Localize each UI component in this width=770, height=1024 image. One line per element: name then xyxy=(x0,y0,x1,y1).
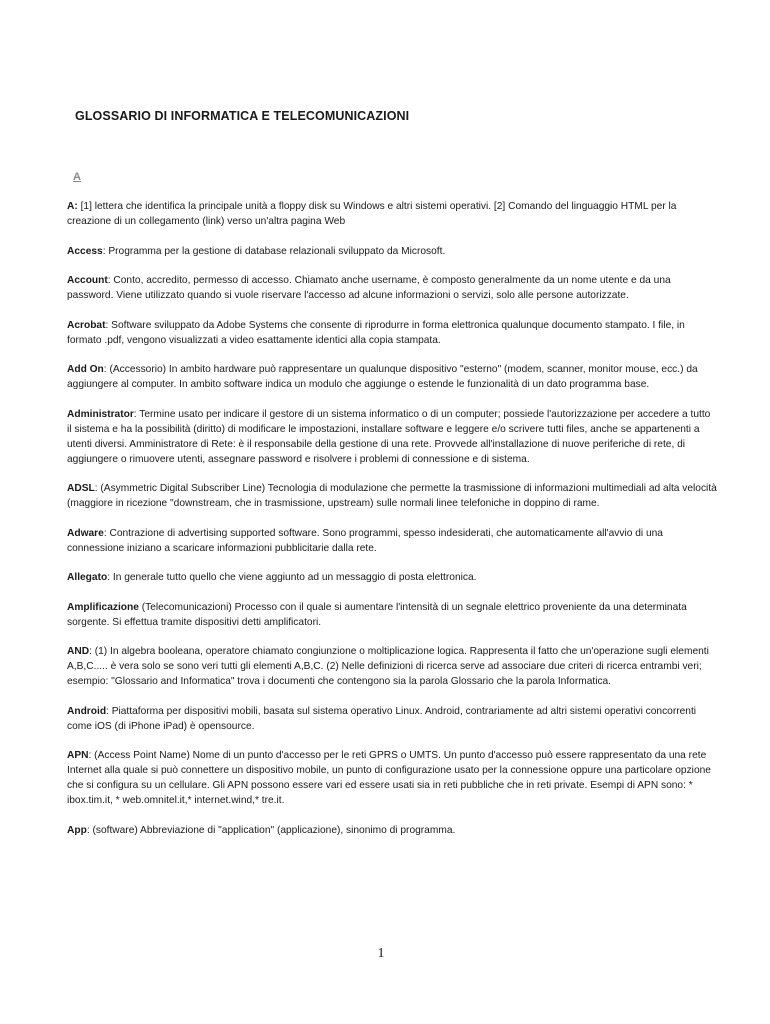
entry-term: Account xyxy=(67,275,108,286)
entry-term: Add On xyxy=(67,364,104,375)
glossary-entry-app xyxy=(67,823,717,838)
entry-definition: [1] lettera che identifica la principale unità a floppy disk su Windows e altri sistemi operativi. [2] Comando del linguaggio HTML per la creazione di un collegamento (link) verso un'altra pagina Web xyxy=(67,201,677,227)
entry-term: Allegato xyxy=(67,572,108,583)
entry-term: Administrator xyxy=(67,408,134,420)
entry-term: AND xyxy=(67,646,90,657)
entry-term: App xyxy=(67,824,87,836)
entry-term: Android xyxy=(67,705,107,717)
entry-definition: : (1) In algebra booleana, operatore chiamato congiunzione o moltiplicazione logica. Rappresenta il fatto che un'operazione sugli elementi A,B,C..... è vera solo se sono veri tutti gli elementi A,B,C. (2) Nelle definizioni di ricerca serve ad associare due criteri di ricerca entrambi veri; esempio: "Glossario and Informatica" trova i documenti che contengono sia la parola Glossario che la parola Informatica. xyxy=(67,646,709,687)
entry-definition: : (Asymmetric Digital Subscriber Line) Tecnologia di modulazione che permette la trasmissione di informazioni multimediali ad alta velocità (maggiore in ricezione "downstream, che in trasmissione, upstream) sulle normali linee telefoniche in doppino di rame. xyxy=(67,483,717,509)
glossary-entry-access xyxy=(67,244,717,259)
glossary-entry-account xyxy=(67,273,717,303)
entry-definition: : (Accessorio) In ambito hardware può rappresentare un qualunque dispositivo "esterno" (modem, scanner, monitor mouse, ecc.) da aggiungere al computer. In ambito software indica un modulo che aggiunge o estende le funzionalità di un dato programma base. xyxy=(67,364,698,390)
document-title: GLOSSARIO DI INFORMATICA E TELECOMUNICAZIONI xyxy=(75,109,410,123)
section-letter-heading: A xyxy=(73,171,81,183)
entry-definition: : Piattaforma per dispositivi mobili, basata sul sistema operativo Linux. Android, contrariamente ad altri sistemi operativi concorrenti come iOS (di iPhone iPad) è opensource. xyxy=(67,705,697,732)
entry-term: Access xyxy=(67,245,103,257)
glossary-entries xyxy=(67,199,717,852)
entry-definition: : Software sviluppato da Adobe Systems che consente di riprodurre in forma elettronica qualunque documento stampato. I file, in formato .pdf, vengono visualizzati a video esattamente identici alla copia stampata. xyxy=(67,319,685,346)
glossary-entry-adsl xyxy=(67,481,717,511)
entry-term: Acrobat xyxy=(67,319,106,331)
glossary-entry-administrator xyxy=(67,407,717,467)
entry-term: APN xyxy=(67,750,89,761)
entry-definition: : In generale tutto quello che viene aggiunto ad un messaggio di posta elettronica. xyxy=(107,572,477,583)
entry-definition: (Telecomunicazioni) Processo con il quale si aumentare l'intensità di un segnale elettrico proveniente da una determinata sorgente. Si effettua tramite dispositivi detti amplificatori. xyxy=(67,601,687,628)
glossary-entry-and xyxy=(67,644,717,689)
entry-definition: : Contrazione di advertising supported software. Sono programmi, spesso indesiderati, che automaticamente all'avvio di una connessione iniziano a scaricare informazioni pubblicitarie dalla rete. xyxy=(67,527,663,554)
entry-definition: : Programma per la gestione di database relazionali sviluppato da Microsoft. xyxy=(102,245,446,257)
entry-definition: : Conto, accredito, permesso di accesso. Chiamato anche username, è composto generalmente da un nome utente e da una password. Viene utilizzato quando si vuole riservare l'accesso ad alcune informazioni o servizi, solo alle persone autorizzate. xyxy=(67,275,671,301)
entry-term: Amplificazione xyxy=(67,601,139,613)
glossary-entry-android xyxy=(67,704,717,734)
glossary-entry-amplificazione xyxy=(67,600,717,630)
entry-definition: : (Access Point Name) Nome di un punto d'accesso per le reti GPRS o UMTS. Un punto d'accesso può essere rappresentato da una rete Internet alla quale si può connettere un dispositivo mobile, un punto di configurazione usato per la connessione oppure una particolare opzione che si configura su un cellulare. Gli APN possono essere vari ed essere usati sia in reti pubbliche che in reti private. Esempi di APN sono: * ibox.tim.it, * web.omnitel.it,* internet.wind,* tre.it. xyxy=(67,750,711,806)
entry-term: A: xyxy=(67,201,78,212)
glossary-entry-allegato xyxy=(67,570,717,585)
glossary-entry-acrobat xyxy=(67,318,717,348)
glossary-entry-adware xyxy=(67,526,717,556)
entry-term: Adware xyxy=(67,527,104,539)
entry-term: ADSL xyxy=(67,483,95,494)
glossary-entry-apn xyxy=(67,748,717,808)
entry-definition: : (software) Abbreviazione di "application" (applicazione), sinonimo di programma. xyxy=(86,824,456,836)
glossary-entry-a xyxy=(67,199,717,229)
entry-definition: : Termine usato per indicare il gestore di un sistema informatico o di un computer; possiede l'autorizzazione per accedere a tutto il sistema e ha la possibilità (diritto) di modificare le impostazioni, installare software e leggere e/o scrivere tutti files, anche se appartenenti a utenti diversi. Amministratore di Rete: è il responsabile della gestione di una rete. Provvede all'installazione di nuove periferiche di rete, di aggiungere o rimuovere utenti, assegnare password e risolvere i problemi di connessione e di sistema. xyxy=(67,408,711,465)
glossary-entry-add-on xyxy=(67,362,717,392)
page-number: 1 xyxy=(377,946,385,961)
